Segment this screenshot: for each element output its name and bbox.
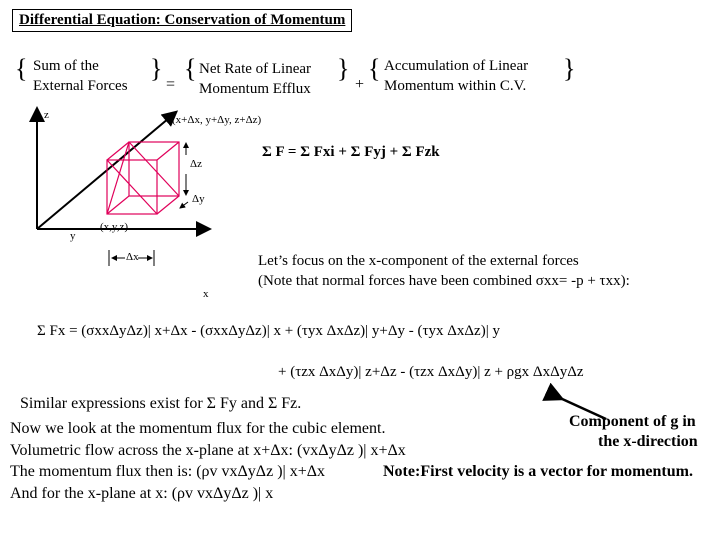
term3-line2: Momentum within C.V. (384, 78, 527, 94)
dx-label: Δx (126, 251, 139, 263)
cube (107, 142, 179, 214)
volumetric-flow: Volumetric flow across the x-plane at x+Δx: (vxΔyΔz )| x+Δx (10, 442, 406, 459)
velocity-note: Note:First velocity is a vector for momentum. (383, 463, 693, 480)
right-brace-2: } (337, 54, 350, 83)
force-sum-equation: Σ F = Σ Fxi + Σ Fyj + Σ Fzk (262, 144, 440, 160)
corner-top-label: (x+Δx, y+Δy, z+Δz) (172, 114, 262, 126)
term3-line1: Accumulation of Linear (384, 58, 529, 74)
dy-label: Δy (192, 193, 205, 205)
page-title: Differential Equation: Conservation of Momentum (12, 9, 352, 32)
plus-sign: + (355, 76, 365, 93)
similar-expressions: Similar expressions exist for Σ Fy and Σ Fz. (20, 395, 302, 412)
equals-sign: = (166, 76, 176, 93)
fx-equation-line-2: + (τzx ΔxΔy)| z+Δz - (τzx ΔxΔy)| z + ρgx ΔxΔyΔz (278, 364, 584, 380)
left-brace-2: { (184, 54, 197, 83)
term2-line2: Momentum Efflux (199, 81, 311, 97)
focus-line-1: Let’s focus on the x-component of the external forces (258, 253, 579, 269)
term1-line2: External Forces (33, 78, 128, 94)
x-axis-label: x (203, 288, 209, 300)
momentum-flux: The momentum flux then is: (ρv vxΔyΔz )| x+Δx (10, 463, 326, 480)
flux-intro: Now we look at the momentum flux for the cubic element. (10, 420, 386, 437)
component-note-line-1: Component of g in (569, 413, 696, 430)
y-axis-label: y (70, 230, 76, 242)
fx-equation-line-1: Σ Fx = (σxxΔyΔz)| x+Δx - (σxxΔyΔz)| x + (τyx ΔxΔz)| y+Δy - (τyx ΔxΔz)| y (37, 323, 500, 339)
x-plane-flux: And for the x-plane at x: (ρv vxΔyΔz )| x (10, 485, 274, 502)
dz-label: Δz (190, 158, 202, 170)
dy-arrow (180, 202, 188, 208)
left-brace-3: { (368, 54, 381, 83)
right-brace-3: } (563, 54, 576, 83)
term2-line1: Net Rate of Linear (199, 61, 312, 77)
corner-origin-label: (x,y,z) (100, 221, 128, 233)
left-brace-1: { (15, 54, 28, 83)
z-axis-label: z (44, 109, 49, 121)
term1-line1: Sum of the (33, 58, 99, 74)
focus-line-2: (Note that normal forces have been combined σxx= -p + τxx): (258, 273, 630, 289)
right-brace-1: } (150, 54, 163, 83)
component-note-line-2: the x-direction (598, 433, 698, 450)
